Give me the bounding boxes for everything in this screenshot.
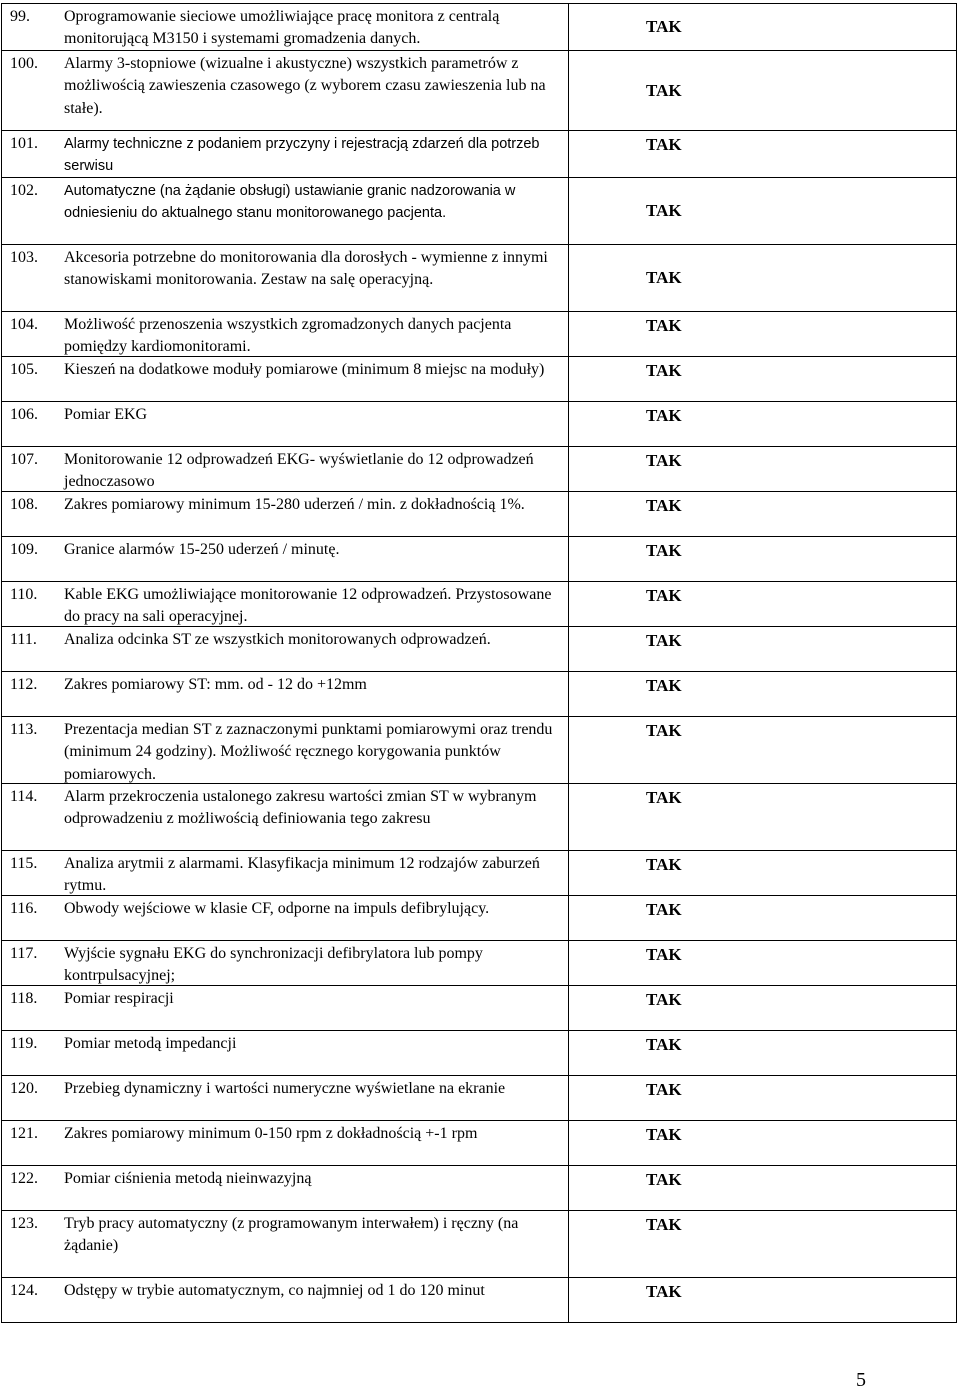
row-value: TAK bbox=[568, 1121, 956, 1165]
row-description: Pomiar EKG bbox=[64, 406, 148, 423]
row-description: Zakres pomiarowy ST: mm. od - 12 do +12mm bbox=[64, 676, 367, 693]
row-value: TAK bbox=[568, 672, 956, 716]
row-description: Oprogramowanie sieciowe umożliwiające pracę monitora z centralą monitorującą M3150 i systemami gromadzenia danych. bbox=[64, 8, 500, 48]
spec-table bbox=[1, 3, 957, 1323]
row-number: 111. bbox=[10, 631, 37, 648]
row-number: 103. bbox=[10, 249, 38, 266]
row-number: 115. bbox=[10, 855, 38, 872]
row-value: TAK bbox=[568, 312, 956, 356]
row-value: TAK bbox=[568, 986, 956, 1030]
row-description: Pomiar metodą impedancji bbox=[64, 1035, 237, 1052]
row-number: 112. bbox=[10, 676, 38, 693]
row-description: Akcesoria potrzebne do monitorowania dla dorosłych - wymienne z innymi stanowiskami monitorowania. Zestaw na salę operacyjną. bbox=[64, 249, 548, 289]
row-description: Wyjście sygnału EKG do synchronizacji defibrylatora lub pompy kontrpulsacyjnej; bbox=[64, 945, 483, 985]
row-value: TAK bbox=[568, 131, 956, 177]
table-row bbox=[2, 1120, 956, 1165]
row-number: 108. bbox=[10, 496, 38, 513]
row-description: Granice alarmów 15-250 uderzeń / minutę. bbox=[64, 541, 340, 558]
row-value: TAK bbox=[568, 537, 956, 581]
row-description: Przebieg dynamiczny i wartości numeryczne wyświetlane na ekranie bbox=[64, 1080, 506, 1097]
page-number: 5 bbox=[856, 1369, 866, 1391]
row-value: TAK bbox=[568, 357, 956, 401]
row-value: TAK bbox=[568, 178, 956, 244]
row-number: 110. bbox=[10, 586, 38, 603]
table-row bbox=[2, 940, 956, 985]
row-value: TAK bbox=[568, 4, 956, 50]
row-number: 119. bbox=[10, 1035, 38, 1052]
row-number: 114. bbox=[10, 788, 38, 805]
row-number: 123. bbox=[10, 1215, 38, 1232]
row-description: Monitorowanie 12 odprowadzeń EKG- wyświetlanie do 12 odprowadzeń jednoczasowo bbox=[64, 451, 534, 491]
table-row bbox=[2, 783, 956, 850]
row-description: Tryb pracy automatyczny (z programowanym interwałem) i ręczny (na żądanie) bbox=[64, 1215, 519, 1255]
row-description: Alarm przekroczenia ustalonego zakresu wartości zmian ST w wybranym odprowadzeniu z możliwością definiowania tego zakresu bbox=[64, 788, 537, 828]
row-description: Analiza odcinka ST ze wszystkich monitorowanych odprowadzeń. bbox=[64, 631, 491, 648]
row-value: TAK bbox=[568, 582, 956, 626]
row-value: TAK bbox=[568, 245, 956, 311]
row-number: 109. bbox=[10, 541, 38, 558]
table-row bbox=[2, 50, 956, 130]
table-row bbox=[2, 850, 956, 895]
row-number: 116. bbox=[10, 900, 38, 917]
table-row bbox=[2, 985, 956, 1030]
row-number: 100. bbox=[10, 55, 38, 72]
table-row bbox=[2, 4, 956, 50]
row-value: TAK bbox=[568, 784, 956, 850]
row-number: 122. bbox=[10, 1170, 38, 1187]
row-value: TAK bbox=[568, 1278, 956, 1322]
table-row bbox=[2, 244, 956, 311]
row-description: Zakres pomiarowy minimum 15-280 uderzeń / min. z dokładnością 1%. bbox=[64, 496, 525, 513]
row-value: TAK bbox=[568, 492, 956, 536]
row-value: TAK bbox=[568, 717, 956, 783]
row-number: 104. bbox=[10, 316, 38, 333]
table-row bbox=[2, 581, 956, 626]
table-row bbox=[2, 536, 956, 581]
table-row bbox=[2, 716, 956, 783]
row-value: TAK bbox=[568, 1211, 956, 1277]
table-row bbox=[2, 895, 956, 940]
table-row bbox=[2, 130, 956, 177]
table-row bbox=[2, 1210, 956, 1277]
table-row bbox=[2, 671, 956, 716]
row-description: Pomiar respiracji bbox=[64, 990, 174, 1007]
table-row bbox=[2, 491, 956, 536]
row-number: 105. bbox=[10, 361, 38, 378]
table-row bbox=[2, 1075, 956, 1120]
row-number: 102. bbox=[10, 182, 38, 199]
row-value: TAK bbox=[568, 1166, 956, 1210]
row-description: Kieszeń na dodatkowe moduły pomiarowe (minimum 8 miejsc na moduły) bbox=[64, 361, 545, 378]
row-number: 107. bbox=[10, 451, 38, 468]
table-row bbox=[2, 626, 956, 671]
table-row bbox=[2, 356, 956, 401]
row-description: Pomiar ciśnienia metodą nieinwazyjną bbox=[64, 1170, 312, 1187]
row-number: 118. bbox=[10, 990, 38, 1007]
row-description: Kable EKG umożliwiające monitorowanie 12 odprowadzeń. Przystosowane do pracy na sali operacyjnej. bbox=[64, 586, 552, 626]
table-row bbox=[2, 446, 956, 491]
table-row bbox=[2, 1165, 956, 1210]
table-row bbox=[2, 311, 956, 356]
row-number: 113. bbox=[10, 721, 38, 738]
row-description: Alarmy techniczne z podaniem przyczyny i rejestracją zdarzeń dla potrzeb serwisu bbox=[64, 136, 540, 175]
row-description: Prezentacja median ST z zaznaczonymi punktami pomiarowymi oraz trendu (minimum 24 godziny). Możliwość ręcznego korygowania punktów pomiarowych. bbox=[64, 721, 553, 783]
row-number: 124. bbox=[10, 1282, 38, 1299]
row-description: Alarmy 3-stopniowe (wizualne i akustyczne) wszystkich parametrów z możliwością zawieszenia czasowego (z wyborem czasu zawieszenia lub na stałe). bbox=[64, 55, 546, 117]
row-description: Możliwość przenoszenia wszystkich zgromadzonych danych pacjenta pomiędzy kardiomonitorami. bbox=[64, 316, 512, 356]
row-description: Odstępy w trybie automatycznym, co najmniej od 1 do 120 minut bbox=[64, 1282, 485, 1299]
row-number: 117. bbox=[10, 945, 38, 962]
table-row bbox=[2, 401, 956, 446]
row-value: TAK bbox=[568, 851, 956, 895]
row-description: Zakres pomiarowy minimum 0-150 rpm z dokładnością +-1 rpm bbox=[64, 1125, 478, 1142]
row-description: Obwody wejściowe w klasie CF, odporne na impuls defibrylujący. bbox=[64, 900, 490, 917]
row-value: TAK bbox=[568, 941, 956, 985]
row-description: Automatyczne (na żądanie obsługi) ustawianie granic nadzorowania w odniesieniu do aktualnego stanu monitorowanego pacjenta. bbox=[64, 183, 516, 222]
table-row bbox=[2, 1277, 956, 1322]
row-value: TAK bbox=[568, 627, 956, 671]
row-number: 121. bbox=[10, 1125, 38, 1142]
row-number: 101. bbox=[10, 135, 38, 152]
row-description: Analiza arytmii z alarmami. Klasyfikacja minimum 12 rodzajów zaburzeń rytmu. bbox=[64, 855, 540, 895]
row-number: 106. bbox=[10, 406, 38, 423]
row-value: TAK bbox=[568, 1076, 956, 1120]
table-row bbox=[2, 1030, 956, 1075]
row-number: 99. bbox=[10, 8, 30, 25]
row-value: TAK bbox=[568, 1031, 956, 1075]
row-value: TAK bbox=[568, 51, 956, 130]
row-value: TAK bbox=[568, 896, 956, 940]
row-number: 120. bbox=[10, 1080, 38, 1097]
row-value: TAK bbox=[568, 402, 956, 446]
row-value: TAK bbox=[568, 447, 956, 491]
table-row bbox=[2, 177, 956, 244]
